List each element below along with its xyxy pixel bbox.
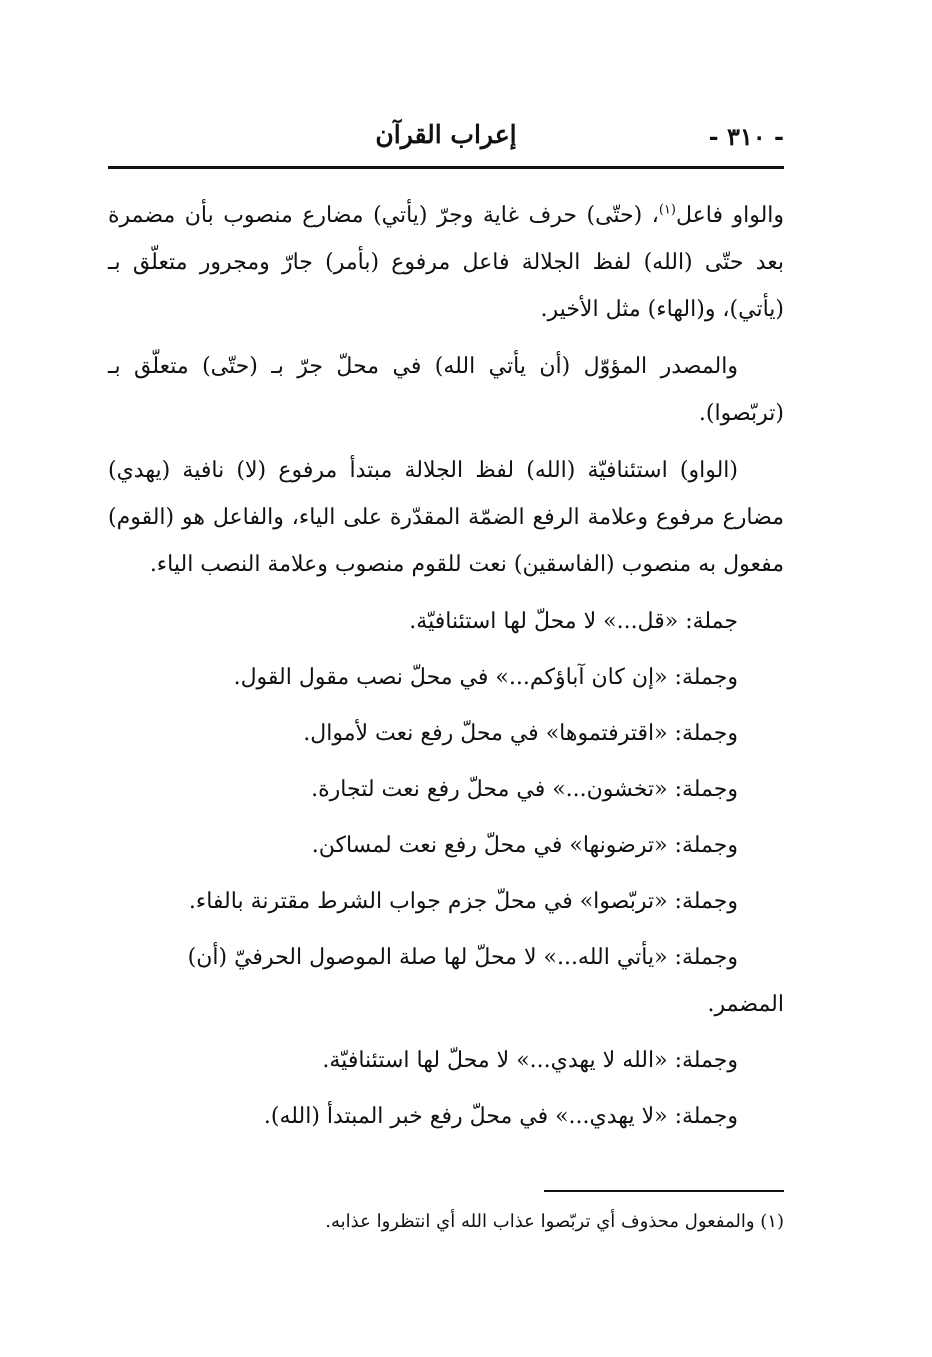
sentence-item: وجملة: «تخشون...» في محلّ رفع نعت لتجارة.	[311, 777, 738, 802]
sentence-item: وجملة: «يأتي الله...» لا محلّ لها صلة الموصول الحرفيّ (أن) المضمر.	[187, 945, 784, 1017]
body-text	[108, 192, 784, 1149]
paragraph-2: والمصدر المؤوّل (أن يأتي الله) في محلّ جرّ بـ (حتّى) متعلّق بـ (تربّصوا).	[108, 354, 784, 426]
footnote: (١) والمفعول محذوف أي تربّصوا عذاب الله أي انتظروا عذابه.	[325, 1211, 784, 1232]
running-title: إعراب القرآن	[375, 120, 517, 149]
sentence-item: وجملة: «لا يهدي...» في محلّ رفع خبر المبتدأ (الله).	[263, 1104, 738, 1129]
header-rule	[108, 166, 784, 169]
page-header	[108, 116, 784, 164]
sentence-item: وجملة: «إن كان آباؤكم...» في محلّ نصب مقول القول.	[233, 665, 738, 690]
sentence-item: جملة: «قل...» لا محلّ لها استئنافيّة.	[409, 609, 738, 634]
page-number: - ٣١٠ -	[708, 122, 784, 151]
footnote-marker: (١)	[658, 202, 676, 218]
paragraph-1-start: والواو فاعل	[675, 203, 785, 228]
sentence-list	[108, 598, 784, 1140]
sentence-item: وجملة: «تربّصوا» في محلّ جزم جواب الشرط مقترنة بالفاء.	[188, 889, 738, 914]
paragraph-1-rest: ، (حتّى) حرف غاية وجرّ (يأتي) مضارع منصوب بأن مضمرة بعد حتّى (الله) لفظ الجلالة فاعل مرفوع (بأمر) جارّ ومجرور متعلّق بـ (يأتي)، و(الهاء) مثل الأخير.	[108, 203, 784, 322]
sentence-item: وجملة: «ترضونها» في محلّ رفع نعت لمساكن.	[311, 833, 738, 858]
paragraph-3: (الواو) استئنافيّة (الله) لفظ الجلالة مبتدأ مرفوع (لا) نافية (يهدي) مضارع مرفوع وعلامة الرفع الضمّة المقدّرة على الياء، والفاعل هو (القوم) مفعول به منصوب (الفاسقين) نعت للقوم منصوب وعلامة النصب الياء.	[108, 458, 784, 577]
sentence-item: وجملة: «الله لا يهدي...» لا محلّ لها استئنافيّة.	[322, 1048, 738, 1073]
sentence-item: وجملة: «اقترفتموها» في محلّ رفع نعت لأموال.	[303, 721, 738, 746]
paragraph-1	[108, 192, 784, 333]
footnote-rule	[544, 1190, 784, 1192]
